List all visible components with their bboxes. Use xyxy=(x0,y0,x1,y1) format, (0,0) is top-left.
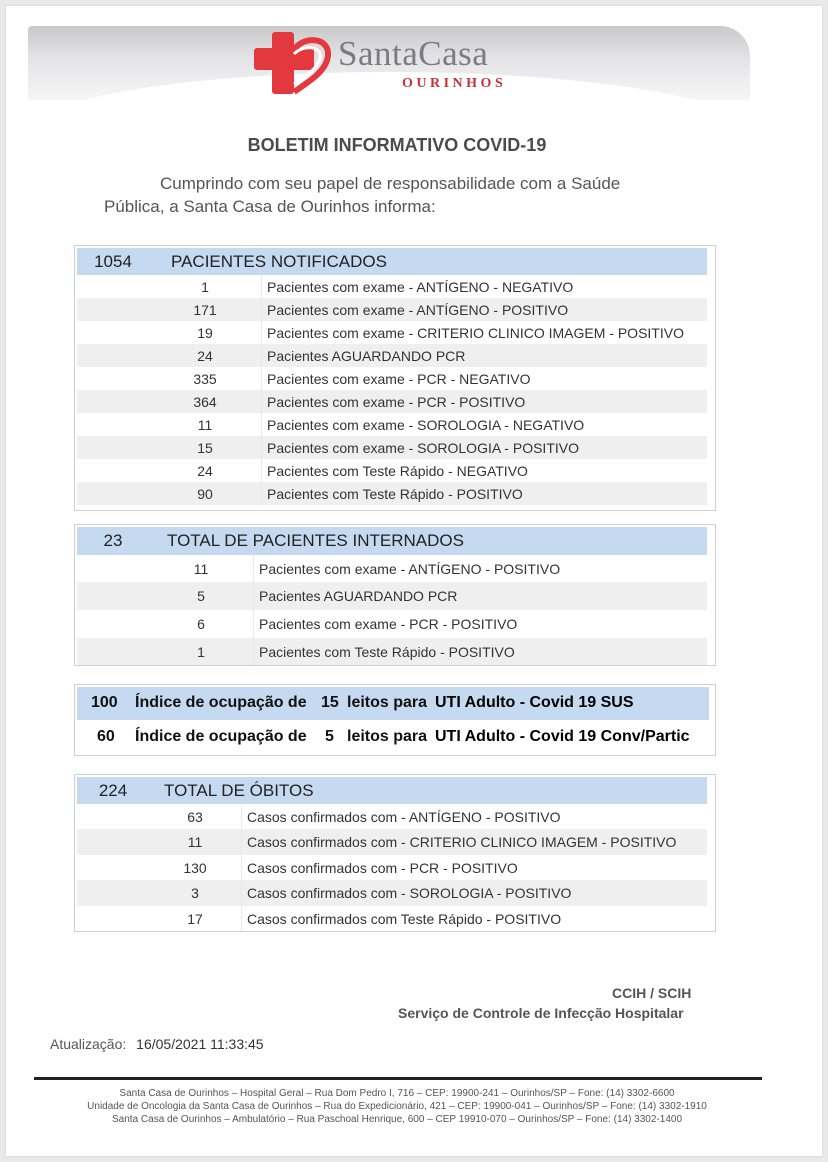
row-label: Pacientes com exame - ANTÍGENO - NEGATIVO xyxy=(262,275,708,298)
table-row xyxy=(77,829,707,855)
occupancy-text-b: leitos para xyxy=(347,728,428,745)
row-label: Pacientes AGUARDANDO PCR xyxy=(262,344,708,367)
occupancy-box xyxy=(74,684,716,756)
row-label: Pacientes com exame - PCR - POSITIVO xyxy=(254,610,708,638)
row-label: Pacientes com exame - CRITERIO CLINICO IMAGEM - POSITIVO xyxy=(262,321,708,344)
row-count: 17 xyxy=(187,910,203,927)
table-row xyxy=(77,298,707,321)
row-count: 6 xyxy=(197,616,205,632)
occupancy-row-conv xyxy=(77,721,709,754)
table-row xyxy=(77,582,707,610)
table-row xyxy=(77,436,707,459)
hospitalized-label: TOTAL DE PACIENTES INTERNADOS xyxy=(167,531,464,550)
signature-ccih: CCIH / SCIH xyxy=(612,985,692,1001)
row-label: Pacientes com exame - SOROLOGIA - POSITIVO xyxy=(262,436,708,459)
row-count: 19 xyxy=(197,324,213,341)
row-count: 1 xyxy=(197,643,205,660)
table-row xyxy=(77,555,707,582)
table-row xyxy=(77,610,707,638)
footer-line-1: Santa Casa de Ourinhos – Hospital Geral – Rua Dom Pedro I, 716 – CEP: 19900-241 – Ourinhos/SP – Fone: (14) 3302-6600 xyxy=(119,1088,675,1099)
table-row xyxy=(77,906,707,931)
notified-header-row xyxy=(77,248,707,275)
deaths-header-row xyxy=(77,777,707,804)
row-count: 11 xyxy=(187,834,203,850)
occupancy-unit: UTI Adulto - Covid 19 SUS xyxy=(435,694,634,711)
footer-divider xyxy=(34,1077,762,1080)
occupancy-text-a: Índice de ocupação de xyxy=(135,694,307,711)
row-label: Pacientes AGUARDANDO PCR xyxy=(254,582,708,610)
row-count: 11 xyxy=(193,560,209,577)
row-label: Casos confirmados com - CRITERIO CLINICO IMAGEM - POSITIVO xyxy=(242,829,708,855)
santa-casa-cross-heart-logo-icon xyxy=(250,30,334,96)
table-row xyxy=(77,804,707,829)
signature-service: Serviço de Controle de Infecção Hospitalar xyxy=(398,1005,684,1021)
update-label: Atualização: xyxy=(50,1036,127,1052)
row-count: 130 xyxy=(183,859,207,876)
row-count: 63 xyxy=(187,808,203,825)
table-row xyxy=(77,855,707,880)
row-label: Casos confirmados com Teste Rápido - POSITIVO xyxy=(242,906,708,931)
table-row xyxy=(77,459,707,482)
hospitalized-header-row xyxy=(77,527,707,555)
row-count: 335 xyxy=(193,370,217,387)
row-count: 3 xyxy=(191,885,199,901)
row-count: 15 xyxy=(197,439,213,456)
row-count: 1 xyxy=(201,278,209,295)
row-count: 11 xyxy=(197,416,213,433)
deaths-label: TOTAL DE ÓBITOS xyxy=(164,780,314,800)
occupancy-unit: UTI Adulto - Covid 19 Conv/Partic xyxy=(435,728,690,745)
row-label: Pacientes com Teste Rápido - POSITIVO xyxy=(262,482,708,505)
footer-line-2: Unidade de Oncologia da Santa Casa de Ourinhos – Rua do Expedicionário, 421 – CEP: 19900-041 – Ourinhos/SP – Fone: (14) 3302-1910 xyxy=(87,1101,707,1112)
row-count: 171 xyxy=(193,301,217,318)
hospitalized-table xyxy=(77,527,707,665)
logo-text: SantaCasa xyxy=(338,34,489,73)
table-row xyxy=(77,482,707,505)
row-label: Casos confirmados com - ANTÍGENO - POSITIVO xyxy=(242,804,708,829)
row-count: 24 xyxy=(197,462,213,479)
occupancy-percent: 60 xyxy=(97,728,115,745)
update-info xyxy=(50,1036,264,1052)
table-row xyxy=(77,413,707,436)
table-row xyxy=(77,275,707,298)
intro-line-1: Cumprindo com seu papel de responsabilidade com a Saúde xyxy=(160,174,621,193)
intro-line-2: Pública, a Santa Casa de Ourinhos informa: xyxy=(104,197,436,216)
row-label: Pacientes com exame - ANTÍGENO - POSITIVO xyxy=(262,298,708,321)
row-label: Pacientes com exame - ANTÍGENO - POSITIVO xyxy=(254,555,708,582)
table-row xyxy=(77,390,707,413)
header-curve xyxy=(28,72,750,100)
row-label: Casos confirmados com - SOROLOGIA - POSITIVO xyxy=(242,880,708,906)
occupancy-beds: 15 xyxy=(321,694,339,711)
page-title: BOLETIM INFORMATIVO COVID-19 xyxy=(247,135,547,155)
update-value: 16/05/2021 11:33:45 xyxy=(136,1036,264,1052)
table-row xyxy=(77,880,707,906)
notified-table xyxy=(77,248,707,505)
deaths-table xyxy=(77,777,707,931)
row-label: Pacientes com exame - PCR - NEGATIVO xyxy=(262,367,708,390)
footer-line-3: Santa Casa de Ourinhos – Ambulatório – Rua Paschoal Henrique, 600 – CEP 19910-070 – Ourinhos/SP – Fone: (14) 3302-1400 xyxy=(112,1114,682,1125)
notified-label: PACIENTES NOTIFICADOS xyxy=(171,251,387,271)
table-row xyxy=(77,638,707,665)
deaths-total: 224 xyxy=(98,780,128,800)
occupancy-text-b: leitos para xyxy=(347,694,428,711)
occupancy-percent: 100 xyxy=(91,694,118,711)
table-row xyxy=(77,321,707,344)
row-count: 24 xyxy=(197,347,213,364)
occupancy-row-sus xyxy=(77,687,709,720)
table-row xyxy=(77,344,707,367)
occupancy-text-a: Índice de ocupação de xyxy=(135,728,307,745)
logo-subtitle: OURINHOS xyxy=(402,76,507,91)
occupancy-beds: 5 xyxy=(325,728,334,745)
hospitalized-total: 23 xyxy=(103,531,123,550)
row-count: 364 xyxy=(193,393,217,410)
row-label: Pacientes com exame - PCR - POSITIVO xyxy=(262,390,708,413)
row-label: Pacientes com Teste Rápido - POSITIVO xyxy=(254,638,708,665)
row-count: 5 xyxy=(197,588,205,604)
table-row xyxy=(77,367,707,390)
row-label: Pacientes com exame - SOROLOGIA - NEGATIVO xyxy=(262,413,708,436)
row-count: 90 xyxy=(197,485,213,502)
row-label: Casos confirmados com - PCR - POSITIVO xyxy=(242,855,708,880)
notified-total: 1054 xyxy=(94,251,132,271)
row-label: Pacientes com Teste Rápido - NEGATIVO xyxy=(262,459,708,482)
